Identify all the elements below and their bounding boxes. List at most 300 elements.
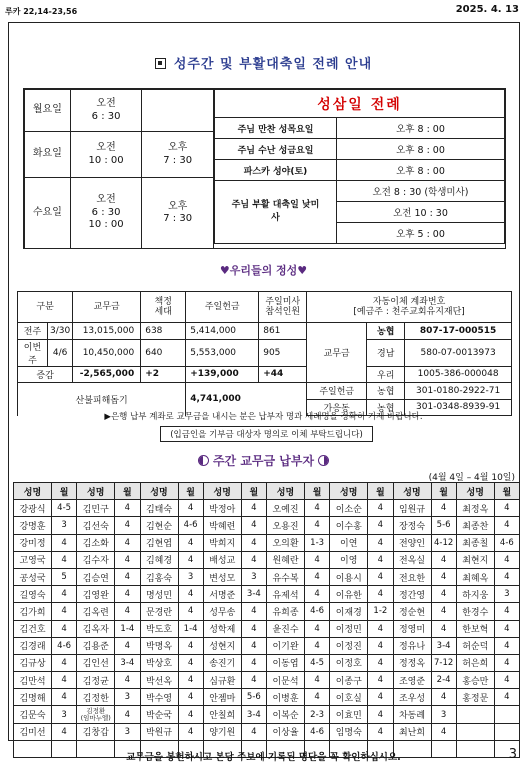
offer-row-households: +2 bbox=[141, 366, 186, 383]
donor-month: 4 bbox=[178, 637, 203, 654]
donor-name: 원혜란 bbox=[267, 551, 305, 568]
donor-name: 심규환 bbox=[203, 672, 241, 689]
donor-month: 4 bbox=[368, 654, 393, 671]
donor-name: 길영숙 bbox=[14, 586, 52, 603]
donor-header-month: 월 bbox=[52, 483, 77, 500]
donor-name: 최난희 bbox=[393, 723, 431, 740]
donor-month: 4 bbox=[305, 568, 330, 585]
donor-name: 박선옥 bbox=[140, 672, 178, 689]
donor-name: 강명훈 bbox=[14, 517, 52, 534]
donor-month: 4-6 bbox=[178, 517, 203, 534]
donor-month: 4 bbox=[52, 603, 77, 620]
donor-month: 4 bbox=[115, 500, 140, 517]
donor-month: 3 bbox=[52, 517, 77, 534]
donor-name: 이상율 bbox=[267, 723, 305, 740]
donor-month: 1-2 bbox=[368, 603, 393, 620]
donor-name: 문경란 bbox=[140, 603, 178, 620]
donor-header-month: 월 bbox=[241, 483, 266, 500]
donor-month: 4 bbox=[241, 723, 266, 740]
account-number: 807-17-000515 bbox=[405, 323, 512, 340]
donor-name: 김인선 bbox=[77, 654, 115, 671]
easter-time: 오전 8 : 30 (학생미사) bbox=[337, 181, 505, 202]
donor-name: 김정환 (임마누엘) bbox=[77, 706, 115, 723]
donor-month: 4-6 bbox=[305, 603, 330, 620]
donor-month: 4 bbox=[368, 586, 393, 603]
donor-month bbox=[494, 706, 519, 723]
donor-month: 4 bbox=[178, 723, 203, 740]
table-row bbox=[14, 706, 520, 723]
donor-name: 윤진수 bbox=[267, 620, 305, 637]
donor-name: 김명해 bbox=[14, 689, 52, 706]
donor-name: 최현지 bbox=[456, 551, 494, 568]
donor-header-name: 성명 bbox=[14, 483, 52, 500]
donor-header-month: 월 bbox=[178, 483, 203, 500]
donor-name: 성학제 bbox=[203, 620, 241, 637]
donor-table bbox=[13, 482, 520, 758]
donor-name: 박상호 bbox=[140, 654, 178, 671]
offer-header-attendance: 주일미사 참석인원 bbox=[259, 292, 307, 323]
donor-month: 4 bbox=[305, 620, 330, 637]
donor-name: 최종찬 bbox=[456, 517, 494, 534]
donor-name: 송진기 bbox=[203, 654, 241, 671]
account-group-sunday: 주일헌금 bbox=[307, 383, 367, 400]
donor-month: 3-4 bbox=[241, 586, 266, 603]
donor-month: 4 bbox=[115, 603, 140, 620]
donor-name: 정간영 bbox=[393, 586, 431, 603]
half-circle-icon bbox=[318, 455, 329, 466]
donor-name: 이병훈 bbox=[267, 689, 305, 706]
donor-name: 이용시 bbox=[330, 568, 368, 585]
donor-name: 이효민 bbox=[330, 706, 368, 723]
donor-header-name: 성명 bbox=[203, 483, 241, 500]
triduum-event-name: 주님 수난 성금요일 bbox=[215, 139, 337, 160]
donor-header-name: 성명 bbox=[77, 483, 115, 500]
donor-header-month: 월 bbox=[115, 483, 140, 500]
donor-name: 이동엽 bbox=[267, 654, 305, 671]
donor-month: 4 bbox=[241, 500, 266, 517]
donor-name: 유희종 bbox=[267, 603, 305, 620]
donor-month: 3 bbox=[431, 706, 456, 723]
donor-month: 4 bbox=[52, 534, 77, 551]
donor-month: 4 bbox=[178, 672, 203, 689]
donor-name: 박정아 bbox=[203, 500, 241, 517]
donor-name: 정영미 bbox=[393, 620, 431, 637]
donor-name: 김홍숙 bbox=[140, 568, 178, 585]
donor-name: 박순국 bbox=[140, 706, 178, 723]
donor-month: 4 bbox=[431, 568, 456, 585]
offer-header-accounts: 자동이체 계좌번호 [예금주 : 천주교회유지재단] bbox=[307, 292, 512, 323]
offer-row-label: 증감 bbox=[18, 366, 73, 383]
donor-month: 4 bbox=[52, 586, 77, 603]
donor-month: 4 bbox=[115, 517, 140, 534]
half-circle-icon bbox=[198, 455, 209, 466]
account-bank: 농협 bbox=[367, 323, 405, 340]
offer-row-attendance: 861 bbox=[259, 323, 307, 340]
table-row bbox=[14, 568, 520, 585]
donor-name: 김민구 bbox=[77, 500, 115, 517]
account-bank: 농협 bbox=[367, 399, 405, 416]
donor-month: 7-12 bbox=[431, 654, 456, 671]
account-number: 301-0180-2922-71 bbox=[405, 383, 512, 400]
offer-row-attendance: +44 bbox=[259, 366, 307, 383]
table-row bbox=[14, 500, 520, 517]
donor-name: 전양인 bbox=[393, 534, 431, 551]
donor-month: 2-4 bbox=[431, 672, 456, 689]
donor-name: 전옥실 bbox=[393, 551, 431, 568]
donor-name: 이소순 bbox=[330, 500, 368, 517]
donor-header-name: 성명 bbox=[140, 483, 178, 500]
offer-row-sunday: 5,414,000 bbox=[186, 323, 259, 340]
fire-relief-label: 산불피해돕기 bbox=[18, 383, 186, 416]
donor-name: 이수홍 bbox=[330, 517, 368, 534]
donor-name: 강미정 bbox=[14, 534, 52, 551]
donor-name: 정정옥 bbox=[393, 654, 431, 671]
donor-month: 3 bbox=[494, 586, 519, 603]
donor-name: 배성교 bbox=[203, 551, 241, 568]
donor-name: 김영완 bbox=[77, 586, 115, 603]
donor-month: 4 bbox=[368, 723, 393, 740]
donor-month: 4 bbox=[305, 672, 330, 689]
donor-month: 4 bbox=[52, 689, 77, 706]
donor-name: 이정민 bbox=[330, 620, 368, 637]
donor-name: 이재경 bbox=[330, 603, 368, 620]
tax-receipt-note: (입금인을 기부금 대상자 명의로 이체 부탁드립니다) bbox=[160, 426, 373, 442]
donor-name: 홍승만 bbox=[456, 672, 494, 689]
tuesday-pm: 오후 7 : 30 bbox=[142, 132, 214, 178]
offer-row-gm: 13,015,000 bbox=[73, 323, 141, 340]
offer-row-gm: 10,450,000 bbox=[73, 339, 141, 366]
donor-month: 4 bbox=[368, 534, 393, 551]
donor-name: 박도호 bbox=[140, 620, 178, 637]
donor-month: 4 bbox=[241, 517, 266, 534]
donor-name: 김현순 bbox=[140, 517, 178, 534]
donor-month: 4 bbox=[431, 500, 456, 517]
donor-month: 4 bbox=[431, 689, 456, 706]
donor-name: 김규상 bbox=[14, 654, 52, 671]
donor-month: 3-4 bbox=[115, 654, 140, 671]
monday-am: 오전 6 : 30 bbox=[70, 90, 142, 132]
donor-month: 4-6 bbox=[52, 637, 77, 654]
donor-name: 허순덕 bbox=[456, 637, 494, 654]
donor-month: 4 bbox=[305, 551, 330, 568]
table-row bbox=[14, 620, 520, 637]
donor-month: 3 bbox=[115, 723, 140, 740]
donor-name: 이복순 bbox=[267, 706, 305, 723]
donor-name: 이종구 bbox=[330, 672, 368, 689]
donor-name: 김문숙 bbox=[14, 706, 52, 723]
donor-name: 김옥자 bbox=[77, 620, 115, 637]
donor-month: 4 bbox=[241, 672, 266, 689]
donor-name: 김소화 bbox=[77, 534, 115, 551]
donor-month: 4 bbox=[431, 551, 456, 568]
triduum-event-name: 주님 만찬 성목요일 bbox=[215, 118, 337, 139]
donor-month: 4 bbox=[241, 603, 266, 620]
donor-name: 정순현 bbox=[393, 603, 431, 620]
offer-header-gm: 교무금 bbox=[73, 292, 141, 323]
bulletin-date: 2025. 4. 13 bbox=[455, 4, 519, 15]
donor-month: 4 bbox=[494, 603, 519, 620]
donor-name: 김옥련 bbox=[77, 603, 115, 620]
donor-name: 한경수 bbox=[456, 603, 494, 620]
donor-month: 4-12 bbox=[431, 534, 456, 551]
donor-header-name: 성명 bbox=[456, 483, 494, 500]
donor-name: 이영 bbox=[330, 551, 368, 568]
donor-name: 김창갑 bbox=[77, 723, 115, 740]
easter-time: 오전 10 : 30 bbox=[337, 202, 505, 223]
donor-month: 2-3 bbox=[305, 706, 330, 723]
weekday-schedule bbox=[24, 89, 214, 249]
donor-name: 오의환 bbox=[267, 534, 305, 551]
donor-month: 4 bbox=[52, 654, 77, 671]
donor-month: 4 bbox=[431, 620, 456, 637]
donor-month: 4 bbox=[178, 654, 203, 671]
donor-month: 4 bbox=[115, 568, 140, 585]
donor-name: 정유나 bbox=[393, 637, 431, 654]
donor-month: 3 bbox=[178, 568, 203, 585]
donor-name: 성무송 bbox=[203, 603, 241, 620]
monday-pm bbox=[142, 90, 214, 132]
donor-month: 1-3 bbox=[305, 534, 330, 551]
donor-month: 4 bbox=[305, 500, 330, 517]
wednesday-label: 수요일 bbox=[25, 178, 71, 249]
donor-month: 4 bbox=[178, 603, 203, 620]
donor-name: 김태숙 bbox=[140, 500, 178, 517]
donor-name: 안젬마 bbox=[203, 689, 241, 706]
offer-row-date: 3/30 bbox=[48, 323, 73, 340]
donor-name: 박혜련 bbox=[203, 517, 241, 534]
donor-name bbox=[456, 706, 494, 723]
donor-name: 김건호 bbox=[14, 620, 52, 637]
account-group-members: 가응동 bbox=[307, 399, 367, 416]
offer-row-households: 640 bbox=[141, 339, 186, 366]
donor-header-row bbox=[14, 483, 520, 500]
donor-month: 4 bbox=[368, 637, 393, 654]
table-row bbox=[14, 689, 520, 706]
account-number: 1005-386-000048 bbox=[405, 366, 512, 383]
donor-month: 4-6 bbox=[305, 723, 330, 740]
donor-month bbox=[494, 723, 519, 740]
donor-month: 5-6 bbox=[241, 689, 266, 706]
donor-name: 차동례 bbox=[393, 706, 431, 723]
donor-name: 이연 bbox=[330, 534, 368, 551]
donor-name: 최정옥 bbox=[456, 500, 494, 517]
donor-month: 4 bbox=[178, 706, 203, 723]
donor-name: 허은희 bbox=[456, 654, 494, 671]
donor-name: 김현엽 bbox=[140, 534, 178, 551]
donor-header-month: 월 bbox=[368, 483, 393, 500]
tuesday-am: 오전 10 : 00 bbox=[70, 132, 142, 178]
donor-name: 김선숙 bbox=[77, 517, 115, 534]
donor-month: 4 bbox=[115, 534, 140, 551]
donor-month: 4 bbox=[494, 500, 519, 517]
square-bullet-icon bbox=[155, 58, 166, 69]
donor-header-name: 성명 bbox=[330, 483, 368, 500]
easter-time: 오후 5 : 00 bbox=[337, 223, 505, 244]
donor-month: 3-4 bbox=[241, 706, 266, 723]
triduum-event-name: 파스카 성야(토) bbox=[215, 160, 337, 181]
donor-month: 4 bbox=[368, 620, 393, 637]
donor-name: 이문석 bbox=[267, 672, 305, 689]
donor-month: 4 bbox=[241, 654, 266, 671]
donor-month: 4 bbox=[178, 500, 203, 517]
donor-month: 3 bbox=[241, 568, 266, 585]
donor-name: 조우성 bbox=[393, 689, 431, 706]
donor-month: 4 bbox=[241, 551, 266, 568]
donor-name: 박희지 bbox=[203, 534, 241, 551]
donor-name: 최종칠 bbox=[456, 534, 494, 551]
donor-month: 4 bbox=[305, 586, 330, 603]
fire-relief-value: 4,741,000 bbox=[186, 383, 307, 416]
donor-name: 김정한 bbox=[77, 689, 115, 706]
donor-month: 4 bbox=[115, 586, 140, 603]
offer-row-sunday: 5,553,000 bbox=[186, 339, 259, 366]
table-row bbox=[14, 517, 520, 534]
donor-name: 김가희 bbox=[14, 603, 52, 620]
donor-name: 박원규 bbox=[140, 723, 178, 740]
donor-month: 4 bbox=[241, 534, 266, 551]
donor-name: 이유한 bbox=[330, 586, 368, 603]
donor-name: 홍정문 bbox=[456, 689, 494, 706]
bank-transfer-note: ▶은행 납부 계좌로 교무금을 내시는 분은 납부자 명과 세례명을 정확히 기재 바랍니다. bbox=[104, 412, 423, 422]
donor-month: 4 bbox=[494, 551, 519, 568]
donor-name: 김정균 bbox=[77, 672, 115, 689]
donor-name: 하지웅 bbox=[456, 586, 494, 603]
donor-month: 4 bbox=[178, 534, 203, 551]
donor-name: 김경래 bbox=[14, 637, 52, 654]
donor-month: 4-5 bbox=[52, 500, 77, 517]
triduum-schedule bbox=[214, 89, 505, 244]
offer-header-sunday: 주일헌금 bbox=[186, 292, 259, 323]
donor-month: 4 bbox=[494, 672, 519, 689]
donor-name: 박수영 bbox=[140, 689, 178, 706]
donor-name: 이호실 bbox=[330, 689, 368, 706]
donor-name: 김혜경 bbox=[140, 551, 178, 568]
wednesday-am: 오전 6 : 30 10 : 00 bbox=[70, 178, 142, 249]
donor-month: 4-5 bbox=[305, 654, 330, 671]
donor-month: 5 bbox=[52, 568, 77, 585]
table-row bbox=[14, 603, 520, 620]
donor-month: 4 bbox=[52, 551, 77, 568]
offer-row-households: 638 bbox=[141, 323, 186, 340]
table-row bbox=[14, 723, 520, 740]
donor-month: 4 bbox=[178, 689, 203, 706]
triduum-event-time: 오후 8 : 00 bbox=[337, 139, 505, 160]
schedule-table bbox=[23, 88, 506, 249]
donor-header-month: 월 bbox=[431, 483, 456, 500]
table-row bbox=[14, 534, 520, 551]
donor-month: 4 bbox=[305, 517, 330, 534]
offer-row-date: 4/6 bbox=[48, 339, 73, 366]
donor-name: 안칠희 bbox=[203, 706, 241, 723]
donor-month: 4 bbox=[494, 568, 519, 585]
donor-header-month: 월 bbox=[494, 483, 519, 500]
donor-month: 4 bbox=[431, 586, 456, 603]
donor-name: 유수복 bbox=[267, 568, 305, 585]
donor-month: 1-4 bbox=[178, 620, 203, 637]
donor-month: 4 bbox=[368, 500, 393, 517]
donor-name: 명성민 bbox=[140, 586, 178, 603]
donor-name: 서명준 bbox=[203, 586, 241, 603]
donor-month: 4 bbox=[368, 672, 393, 689]
donor-name: 박명옥 bbox=[140, 637, 178, 654]
donor-month: 4 bbox=[494, 654, 519, 671]
donor-name: 고영국 bbox=[14, 551, 52, 568]
donor-month: 3 bbox=[52, 706, 77, 723]
donor-month: 4 bbox=[115, 551, 140, 568]
donor-name: 오예진 bbox=[267, 500, 305, 517]
donor-name: 임명숙 bbox=[330, 723, 368, 740]
donor-name bbox=[456, 723, 494, 740]
donor-name: 공성국 bbox=[14, 568, 52, 585]
table-row bbox=[14, 586, 520, 603]
donor-name: 오용진 bbox=[267, 517, 305, 534]
table-row bbox=[14, 654, 520, 671]
donor-month: 4 bbox=[305, 637, 330, 654]
donor-name: 양기원 bbox=[203, 723, 241, 740]
footer-note: 교무금을 봉헌하시고 본당 주보에 기록된 명단을 꼭 확인하십시오. bbox=[126, 752, 401, 763]
donor-month: 4 bbox=[115, 637, 140, 654]
offer-row-label: 이번주 bbox=[18, 339, 48, 366]
tuesday-label: 화요일 bbox=[25, 132, 71, 178]
donor-name: 조영준 bbox=[393, 672, 431, 689]
donor-name: 이정호 bbox=[330, 654, 368, 671]
offering-section-title: ♥우리들의 정성♥ bbox=[219, 264, 308, 277]
donor-month: 4 bbox=[115, 706, 140, 723]
offering-table bbox=[17, 291, 512, 416]
donor-month: 4 bbox=[494, 620, 519, 637]
donor-month: 4 bbox=[368, 568, 393, 585]
offer-row-sunday: +139,000 bbox=[186, 366, 259, 383]
donor-month: 4 bbox=[115, 672, 140, 689]
account-bank: 경남 bbox=[367, 339, 405, 366]
donor-name: 장정숙 bbox=[393, 517, 431, 534]
account-bank: 농협 bbox=[367, 383, 405, 400]
wednesday-pm: 오후 7 : 30 bbox=[142, 178, 214, 249]
page-number: 3 bbox=[508, 747, 517, 762]
donor-header-name: 성명 bbox=[267, 483, 305, 500]
donor-month: 4 bbox=[52, 672, 77, 689]
account-number: 301-0348-8939-91 bbox=[405, 399, 512, 416]
donor-month: 1-4 bbox=[115, 620, 140, 637]
donor-month: 4 bbox=[178, 551, 203, 568]
donor-month: 4 bbox=[431, 723, 456, 740]
donor-section-title: 주간 교무금 납부자 bbox=[0, 452, 527, 469]
account-bank: 우리 bbox=[367, 366, 405, 383]
donor-month: 4 bbox=[431, 603, 456, 620]
donor-name: 임원규 bbox=[393, 500, 431, 517]
donor-month: 4 bbox=[494, 517, 519, 534]
donor-month: 4 bbox=[305, 689, 330, 706]
donor-header-name: 성명 bbox=[393, 483, 431, 500]
donor-month: 4 bbox=[368, 706, 393, 723]
donor-name: 성현지 bbox=[203, 637, 241, 654]
donor-name: 전요한 bbox=[393, 568, 431, 585]
gospel-reference: 루카 22,14-23,56 bbox=[5, 7, 78, 16]
donor-month: 4-6 bbox=[494, 534, 519, 551]
donor-month: 4 bbox=[494, 689, 519, 706]
account-number: 580-07-0013973 bbox=[405, 339, 512, 366]
donor-name: 유제석 bbox=[267, 586, 305, 603]
donor-name: 한보혁 bbox=[456, 620, 494, 637]
table-row bbox=[14, 672, 520, 689]
donor-header-month: 월 bbox=[305, 483, 330, 500]
table-row bbox=[14, 637, 520, 654]
donor-month: 4 bbox=[241, 620, 266, 637]
donor-month: 4 bbox=[368, 551, 393, 568]
account-group-gm: 교무금 bbox=[307, 323, 367, 383]
triduum-event-time: 오후 8 : 00 bbox=[337, 160, 505, 181]
donor-name: 김용준 bbox=[77, 637, 115, 654]
